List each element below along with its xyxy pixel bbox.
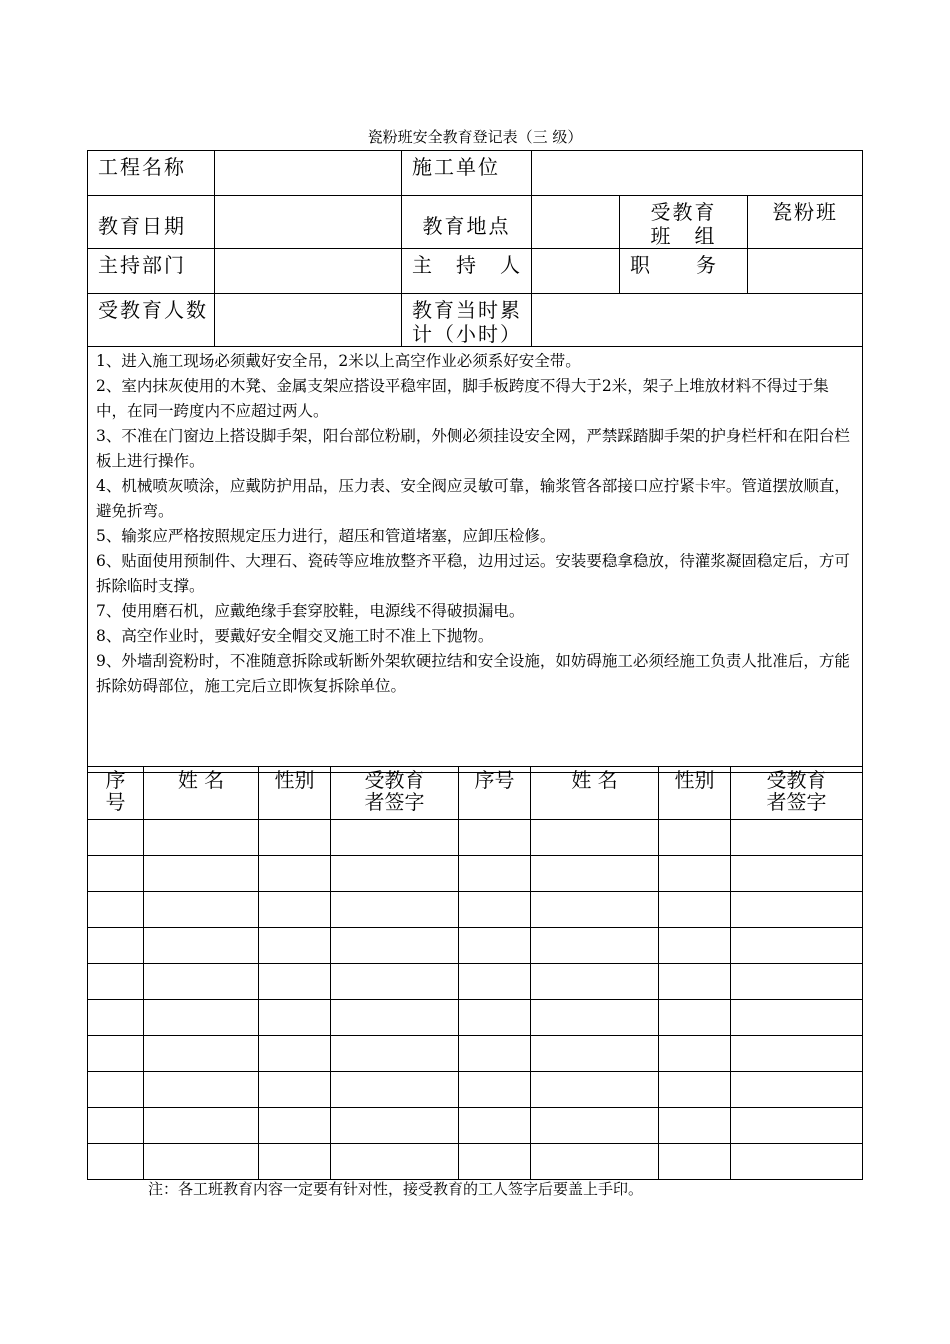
roster-cell[interactable] [531,964,659,1000]
roster-cell[interactable] [731,1036,863,1072]
edu-place-label: 教育地点 [402,196,532,249]
roster-cell[interactable] [331,1000,459,1036]
roster-cell[interactable] [459,1000,531,1036]
roster-cell[interactable] [731,892,863,928]
header-signature: 受教育 者签字 [331,767,459,820]
roster-cell[interactable] [331,1144,459,1180]
roster-cell[interactable] [459,892,531,928]
header-seq: 序 号 [88,767,144,820]
roster-cell[interactable] [144,964,259,1000]
contractor-label: 施工单位 [402,151,532,196]
roster-cell[interactable] [88,928,144,964]
edu-date-field[interactable] [215,196,402,249]
roster-cell[interactable] [531,856,659,892]
roster-cell[interactable] [144,856,259,892]
safety-rules [88,347,863,773]
roster-cell[interactable] [144,1072,259,1108]
roster-cell[interactable] [88,1108,144,1144]
roster-cell[interactable] [331,820,459,856]
roster-cell[interactable] [88,1036,144,1072]
table-row [88,1000,863,1036]
header-gender-2: 性别 [659,767,731,820]
host-field[interactable] [532,249,620,294]
table-row [88,1108,863,1144]
roster-cell[interactable] [331,1072,459,1108]
roster-cell[interactable] [144,1000,259,1036]
roster-cell[interactable] [331,1036,459,1072]
roster-cell[interactable] [731,1108,863,1144]
team-label [620,196,748,249]
edu-place-field[interactable] [532,196,620,249]
roster-cell[interactable] [88,856,144,892]
roster-cell[interactable] [88,964,144,1000]
hours-field[interactable] [532,294,863,347]
info-table [87,150,863,773]
project-name-field[interactable] [215,151,402,196]
hours-label-line2: 计（小时） [412,322,522,346]
roster-cell[interactable] [459,856,531,892]
roster-cell[interactable] [144,820,259,856]
roster-cell[interactable] [531,1000,659,1036]
roster-cell[interactable] [331,1108,459,1144]
form-title: 瓷粉班安全教育登记表（三 级） [367,128,583,146]
host-label: 主 持 人 [402,249,532,294]
footnote: 注：各工班教育内容一定要有针对性，接受教育的工人签字后要盖上手印。 [148,1180,644,1198]
roster-cell[interactable] [459,928,531,964]
roster-cell[interactable] [459,964,531,1000]
roster-cell[interactable] [331,964,459,1000]
roster-cell[interactable] [731,1000,863,1036]
roster-cell[interactable] [731,1072,863,1108]
roster-cell[interactable] [88,1072,144,1108]
roster-cell[interactable] [459,1144,531,1180]
roster-cell[interactable] [259,964,331,1000]
position-field[interactable] [748,249,863,294]
roster-cell[interactable] [659,892,731,928]
rule-item: 8、高空作业时，要戴好安全帽交叉施工时不准上下抛物。 [96,627,494,645]
roster-cell[interactable] [531,892,659,928]
roster-cell[interactable] [659,1144,731,1180]
header-seq-2: 序号 [459,767,531,820]
roster-cell[interactable] [531,1036,659,1072]
roster-cell[interactable] [259,892,331,928]
roster-cell[interactable] [144,928,259,964]
host-dept-label: 主持部门 [88,249,215,294]
roster-cell[interactable] [531,928,659,964]
roster-cell[interactable] [731,1144,863,1180]
roster-cell[interactable] [259,1108,331,1144]
table-row [88,1144,863,1180]
roster-cell[interactable] [459,1036,531,1072]
roster-cell[interactable] [331,856,459,892]
header-gender: 性别 [259,767,331,820]
roster-cell[interactable] [659,856,731,892]
roster-cell[interactable] [88,1144,144,1180]
table-row [88,856,863,892]
table-row [88,1036,863,1072]
trainee-count-field[interactable] [215,294,402,347]
roster-cell[interactable] [144,1144,259,1180]
roster-cell[interactable] [259,1144,331,1180]
rule-item: 3、不准在门窗边上搭设脚手架，阳台部位粉刷，外侧必须挂设安全网，严禁踩踏脚手架的护身栏杆和在阳台栏板上进行操作。 [96,427,850,470]
roster-cell[interactable] [259,856,331,892]
trainee-count-label: 受教育人数 [88,294,215,347]
roster-cell[interactable] [531,1072,659,1108]
team-label-line2: 班 组 [650,224,717,248]
roster-cell[interactable] [459,1108,531,1144]
roster-cell[interactable] [731,856,863,892]
roster-cell[interactable] [659,1072,731,1108]
header-name-2: 姓 名 [531,767,659,820]
table-row [88,964,863,1000]
roster-cell[interactable] [659,1108,731,1144]
host-dept-field[interactable] [215,249,402,294]
roster-cell[interactable] [731,964,863,1000]
rule-item: 2、室内抹灰使用的木凳、金属支架应搭设平稳牢固，脚手板跨度不得大于2米，架子上堆放材料不得过于集中，在同一跨度内不应超过两人。 [96,377,829,420]
roster-table [87,766,863,1180]
table-row [88,892,863,928]
hours-label-line1: 教育当时累 [412,298,522,322]
table-row [88,820,863,856]
rule-item: 1、进入施工现场必须戴好安全吊，2米以上高空作业必须系好安全带。 [96,352,581,370]
roster-cell[interactable] [259,928,331,964]
roster-cell[interactable] [259,1072,331,1108]
roster-cell[interactable] [259,1036,331,1072]
edu-date-label: 教育日期 [88,196,215,249]
roster-cell[interactable] [259,820,331,856]
header-name: 姓 名 [144,767,259,820]
roster-cell[interactable] [531,820,659,856]
table-row [88,928,863,964]
roster-cell[interactable] [88,892,144,928]
roster-cell[interactable] [331,928,459,964]
rule-item: 7、使用磨石机，应戴绝缘手套穿胶鞋，电源线不得破损漏电。 [96,602,525,620]
roster-cell[interactable] [459,820,531,856]
roster-cell[interactable] [459,1072,531,1108]
roster-cell[interactable] [88,820,144,856]
roster-cell[interactable] [659,1000,731,1036]
roster-cell[interactable] [331,892,459,928]
roster-cell[interactable] [144,1108,259,1144]
table-row [88,1072,863,1108]
rule-item: 6、贴面使用预制件、大理石、瓷砖等应堆放整齐平稳，边用过运。安装要稳拿稳放，待灌浆凝固稳定后，方可拆除临时支撑。 [96,552,850,595]
contractor-field[interactable] [532,151,863,196]
roster-cell[interactable] [144,1036,259,1072]
roster-cell[interactable] [659,964,731,1000]
roster-cell[interactable] [659,928,731,964]
hours-label [402,294,532,347]
position-label: 职 务 [620,249,748,294]
roster-cell[interactable] [531,1144,659,1180]
roster-cell[interactable] [731,820,863,856]
rule-item: 4、机械喷灰喷涂，应戴防护用品，压力表、安全阀应灵敏可靠，输浆管各部接口应拧紧卡牢。管道摆放顺直，避免折弯。 [96,477,850,520]
rule-item: 5、输浆应严格按照规定压力进行，超压和管道堵塞，应卸压检修。 [96,527,556,545]
team-value[interactable]: 瓷粉班 [748,196,863,249]
header-signature-2: 受教育 者签字 [731,767,863,820]
project-name-label: 工程名称 [88,151,215,196]
roster-cell[interactable] [259,1000,331,1036]
roster-cell[interactable] [144,892,259,928]
roster-cell[interactable] [659,820,731,856]
roster-cell[interactable] [731,928,863,964]
roster-cell[interactable] [88,1000,144,1036]
roster-cell[interactable] [531,1108,659,1144]
rule-item: 9、外墙刮瓷粉时，不准随意拆除或斩断外架软硬拉结和安全设施，如妨碍施工必须经施工负责人批准后，方能拆除妨碍部位，施工完后立即恢复拆除单位。 [96,652,850,695]
roster-header-row [88,767,863,820]
roster-cell[interactable] [659,1036,731,1072]
team-label-line1: 受教育 [650,200,717,224]
